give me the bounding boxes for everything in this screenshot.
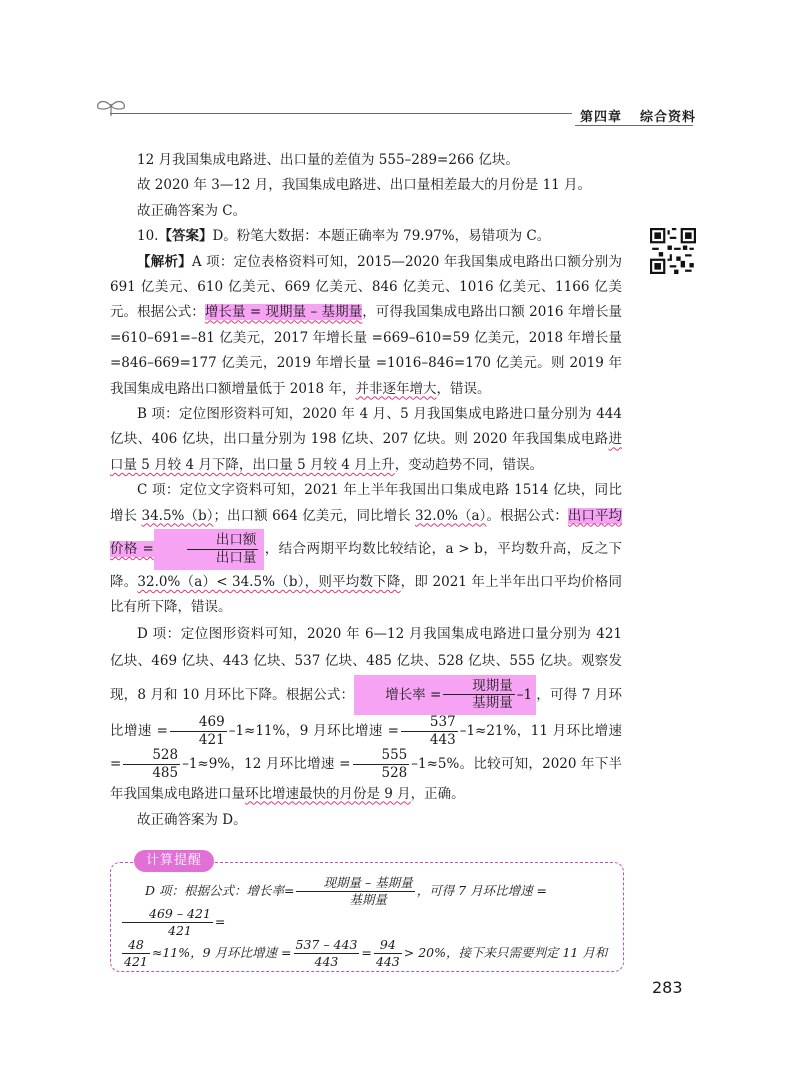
calculation-tip-body: D 项：根据公式：增长率= $\frac{\text{现期量 – 基期量}}{\text{基期量}}$ ，可得 7 月环比增速 = $\frac{469 - 421}{421}$ = $\frac{48}{421}$ ≈11%，9 月环比增速 = $\frac{537 - 443}{443}$ = $\frac{94}{443}$ > 20%，接下来只需要判定 11 月和 (124, 875, 608, 969)
formula-fraction: $\frac{\text{出口额}}{\text{出口量}}$ (154, 529, 265, 570)
header-rule-right (575, 125, 693, 126)
qr-code-icon[interactable] (650, 228, 696, 274)
paragraph: 故正确答案为 D。 (137, 811, 247, 828)
page-number: 283 (652, 978, 683, 997)
formula-fraction: 增长率 = $\frac{\text{现期量}}{\text{基期量}}$ –1 (354, 675, 536, 716)
fraction: $\frac{528}{485}$ (123, 748, 180, 781)
question-10-answer: 10.【答案】D。粉笔大数据：本题正确率为 79.97%，易错项为 C。 (137, 228, 551, 245)
paragraph: 12 月我国集成电路进、出口量的差值为 555–289=266 亿块。 (137, 152, 519, 168)
analysis-b: B 项：定位图形资料可知，2020 年 4 月、5 月我国集成电路进口量分别为 444 亿块、406 亿块，出口量分别为 198 亿块、207 亿块。则 2020 年我国集成电路进口量 5 月较 4 月下降，出口量 5 月较 4 月上升，变动趋势不同，错误。 (110, 406, 622, 473)
formula-highlight: 出口平均价格 = (110, 507, 623, 557)
solution-body (110, 148, 622, 833)
running-header (580, 106, 696, 125)
header-rule (110, 113, 572, 114)
section-label: 综合资料 (640, 110, 697, 125)
chapter-label: 第四章 (580, 110, 623, 125)
calculation-tip-title: 计算提醒 (134, 850, 214, 872)
fraction: $\frac{469}{421}$ (170, 715, 227, 748)
leaf-ornament-icon (94, 96, 128, 118)
analysis-c: C 项：定位文字资料可知，2021 年上半年我国出口集成电路 1514 亿块，同比增长 34.5%（b）；出口额 664 亿美元，同比增长 32.0%（a）。根据公式：出口平均价格 = $\frac{\text{出口额}}{\text{出口量}}$ ，结合两期平均数比较结论，a > b，平均数升高，反之下降。32.0%（a）< 34.5%（b），则平均数下降，即 2021 年上半年出口平均价格同比有所下降，错误。 (110, 482, 623, 616)
analysis-d: D 项：定位图形资料可知，2020 年 6—12 月我国集成电路进口量分别为 421 亿块、469 亿块、443 亿块、537 亿块、485 亿块、528 亿块、555 亿块。观察发现，8 月和 10 月环比下降。根据公式： 增长率 = $\frac{\text{现期量}}{\text{基期量}}$ –1 ，可得 7 月环比增速 = $\frac{469}{421}$ –1≈11%，9 月环比增速 = $\frac{537}{443}$ –1≈21%，11 月环比增速 = $\frac{528}{485}$ –1≈9%，12 月环比增速 = $\frac{555}{528}$ –1≈5%。比较可知，2020 年下半年我国集成电路进口量环比增速最快的月份是 9 月，正确。 (110, 625, 622, 802)
paragraph: 故正确答案为 C。 (137, 202, 247, 219)
formula-highlight: 增长量 = 现期量 – 基期量 (204, 304, 363, 321)
analysis-a: 【解析】A 项：定位表格资料可知，2015—2020 年我国集成电路出口额分别为 691 亿美元、610 亿美元、669 亿美元、846 亿美元、1016 亿美元、1166 亿美元。根据公式：增长量 = 现期量 – 基期量，可得我国集成电路出口额 2016 年增长量 =610–691=–81 亿美元，2017 年增长量 =669–610=59 亿美元，2018 年增长量 =846–669=177 亿美元，2019 年增长量 =1016–846=170 亿美元。则 2019 年我国集成电路出口额增量低于 2018 年，并非逐年增大，错误。 (110, 253, 622, 397)
paragraph: 故 2020 年 3—12 月，我国集成电路进、出口量相差最大的月份是 11 月。 (137, 177, 592, 194)
fraction: $\frac{555}{528}$ (353, 748, 410, 781)
fraction: $\frac{537}{443}$ (401, 715, 458, 748)
